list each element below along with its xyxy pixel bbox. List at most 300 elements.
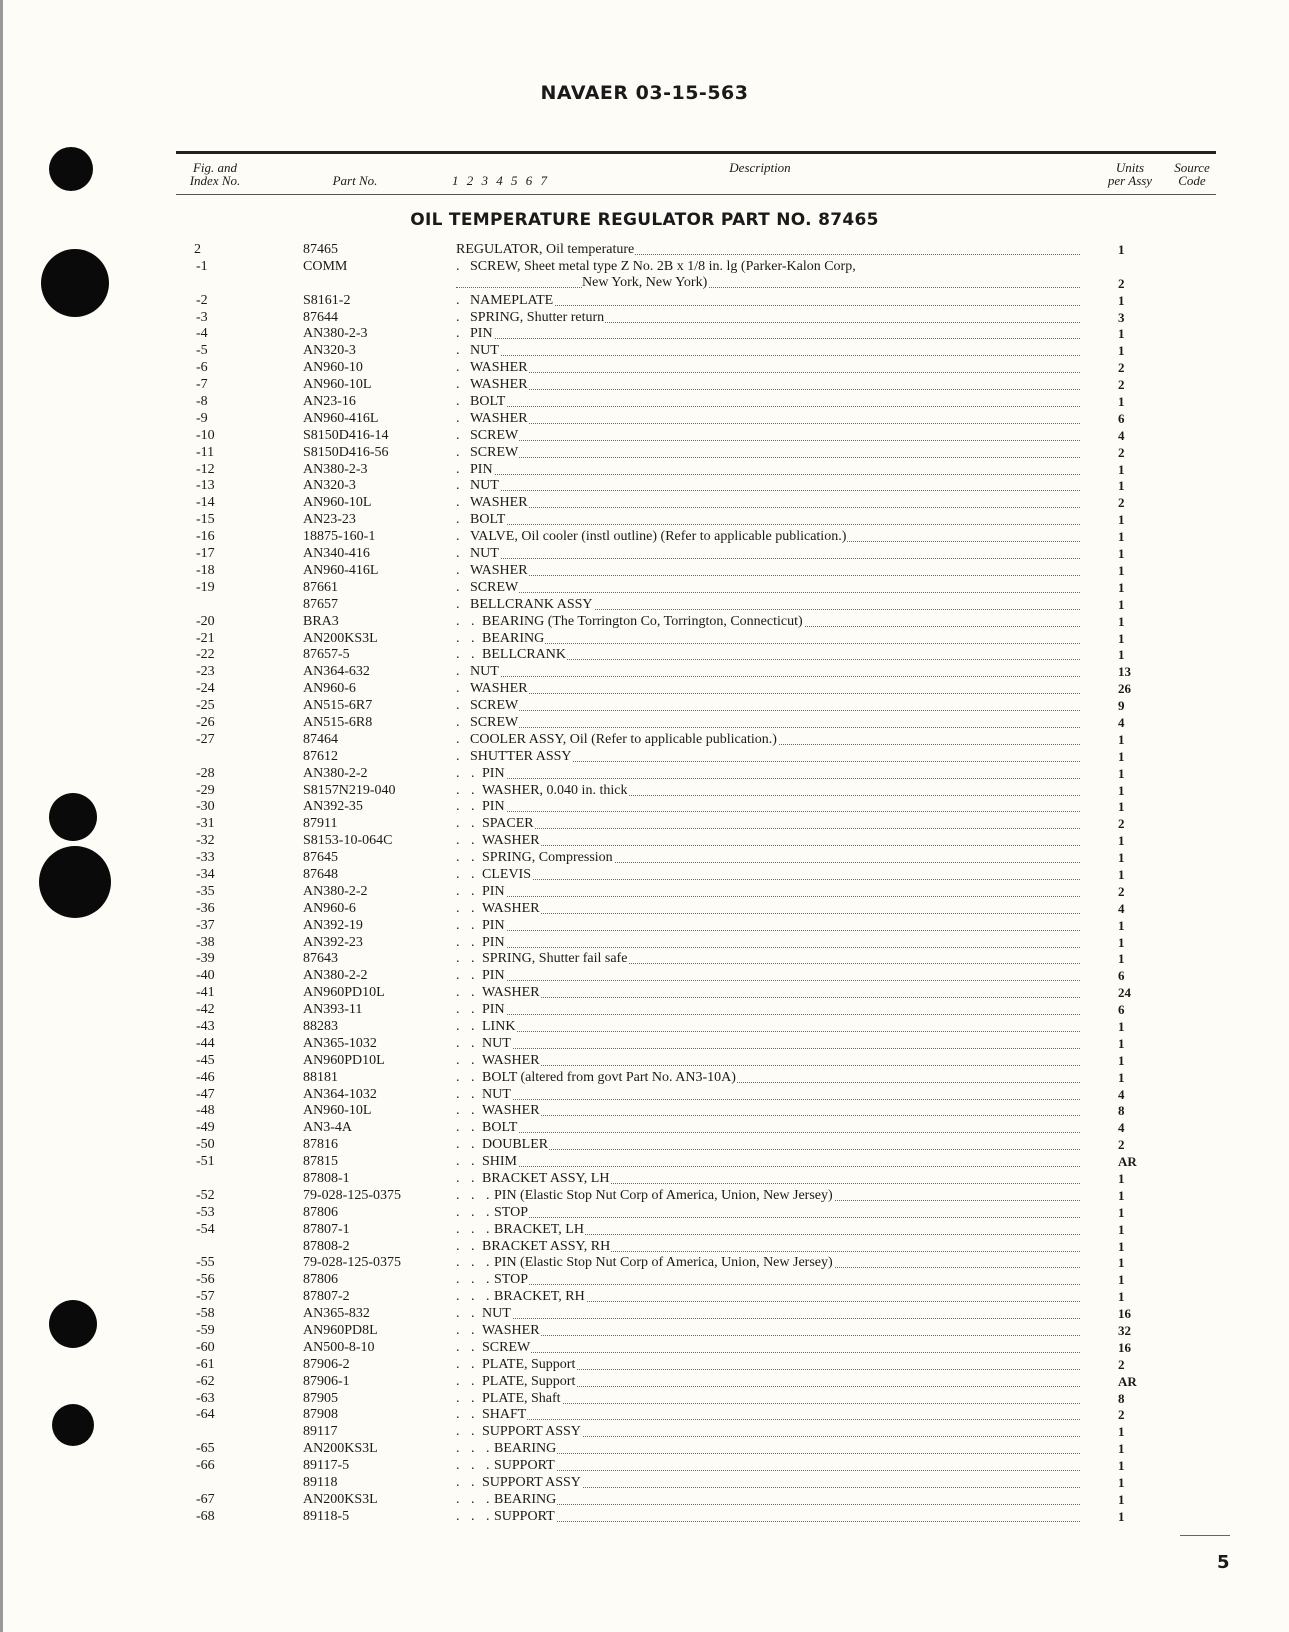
index-number: -48 <box>196 1103 215 1119</box>
index-number: -44 <box>196 1035 215 1051</box>
table-row <box>0 377 1289 394</box>
part-number: AN960PD10L <box>303 1052 385 1068</box>
units-per-assy: 8 <box>1118 1390 1125 1406</box>
index-number: -66 <box>196 1458 215 1474</box>
indent-dots: . . <box>456 951 479 967</box>
description <box>456 1137 1080 1153</box>
part-number: 87657 <box>303 596 338 612</box>
index-number: -37 <box>196 917 215 933</box>
description-text <box>456 850 614 865</box>
index-number: -27 <box>196 731 215 747</box>
description <box>456 850 1080 866</box>
dot-leader <box>456 1115 1080 1116</box>
index-number: -1 <box>196 258 208 274</box>
units-per-assy: 4 <box>1118 1086 1125 1102</box>
description <box>456 394 1080 410</box>
dot-leader <box>456 507 1080 508</box>
description <box>456 766 1080 782</box>
units-per-assy: 6 <box>1118 968 1125 984</box>
dot-leader <box>456 1099 1080 1100</box>
indent-dots: . <box>456 698 464 714</box>
units-per-assy: 1 <box>1118 934 1125 950</box>
header-rule-bottom <box>176 194 1216 195</box>
dot-leader <box>456 913 1080 914</box>
indent-dots: . <box>456 495 464 511</box>
description <box>456 901 1080 917</box>
description-text <box>456 1053 541 1068</box>
units-per-assy: 1 <box>1118 1289 1125 1305</box>
col-header-units-line1: Units <box>1115 160 1145 175</box>
index-number: -17 <box>196 546 215 562</box>
dot-leader <box>456 423 1080 424</box>
footer-rule <box>1180 1535 1230 1536</box>
indent-dots: . . <box>456 900 479 916</box>
indent-dots: . . . <box>456 1289 494 1305</box>
parts-list <box>0 242 1289 1526</box>
description <box>456 1441 1080 1457</box>
description-text <box>456 1154 518 1169</box>
dot-leader <box>456 1048 1080 1049</box>
dot-leader <box>456 710 1080 711</box>
part-number: AN960-10L <box>303 495 372 511</box>
index-number: -33 <box>196 850 215 866</box>
table-row <box>0 411 1289 428</box>
part-number: 87906-2 <box>303 1356 350 1372</box>
description-label: BRACKET, RH <box>494 1289 585 1305</box>
description-label: BEARING <box>494 1491 557 1507</box>
col-header-fig-index <box>180 161 250 187</box>
units-per-assy: 1 <box>1118 562 1125 578</box>
part-number: S8157N219-040 <box>303 782 396 798</box>
dot-leader <box>456 643 1080 644</box>
units-per-assy: 1 <box>1118 242 1125 257</box>
units-per-assy: 2 <box>1118 1356 1125 1372</box>
description-text <box>456 867 532 882</box>
description-text <box>456 597 594 612</box>
table-row <box>0 343 1289 360</box>
units-per-assy: 1 <box>1118 529 1125 545</box>
index-number: -3 <box>196 309 208 325</box>
description <box>456 1188 1080 1204</box>
table-row <box>0 580 1289 597</box>
units-per-assy: AR <box>1118 1373 1137 1389</box>
part-number: AN23-16 <box>303 394 356 410</box>
index-number: -65 <box>196 1441 215 1457</box>
description-label: PIN <box>470 326 493 342</box>
description <box>456 1407 1080 1423</box>
units-per-assy: 1 <box>1118 1069 1125 1085</box>
part-number: AN960-416L <box>303 562 379 578</box>
part-number: AN960-10L <box>303 1103 372 1119</box>
description <box>456 1509 1080 1525</box>
description-label: BELLCRANK ASSY <box>470 596 593 612</box>
description-text <box>456 360 529 375</box>
part-number: AN392-19 <box>303 917 363 933</box>
description <box>456 495 1080 511</box>
description <box>456 1424 1080 1440</box>
description-label: NUT <box>470 478 499 494</box>
index-number: -67 <box>196 1491 215 1507</box>
description <box>456 1272 1080 1288</box>
indent-dots: . <box>456 562 464 578</box>
part-number: AN3-4A <box>303 1120 352 1136</box>
index-number: -54 <box>196 1221 215 1237</box>
description-text <box>456 951 628 966</box>
description <box>456 529 1080 545</box>
description <box>456 884 1080 900</box>
indent-dots: . . . <box>456 1491 494 1507</box>
index-number: -26 <box>196 714 215 730</box>
units-per-assy: 1 <box>1118 343 1125 359</box>
index-number: -23 <box>196 664 215 680</box>
index-number: -60 <box>196 1339 215 1355</box>
description-label: WASHER <box>470 562 528 578</box>
units-per-assy: 1 <box>1118 292 1125 308</box>
indent-dots: . . . <box>456 1221 494 1237</box>
index-number: -50 <box>196 1137 215 1153</box>
index-number: -24 <box>196 681 215 697</box>
description-text <box>456 816 535 831</box>
units-per-assy: 1 <box>1118 512 1125 528</box>
description-label: WASHER <box>470 495 528 511</box>
dot-leader <box>456 490 1080 491</box>
indent-dots: . . . <box>456 1255 494 1271</box>
index-number: -38 <box>196 934 215 950</box>
part-number: AN320-3 <box>303 343 356 359</box>
part-number: AN960PD10L <box>303 985 385 1001</box>
table-row <box>0 951 1289 968</box>
indent-dots: . . <box>456 1171 479 1186</box>
description <box>456 833 1080 849</box>
index-number: 2 <box>194 242 201 257</box>
description-text <box>456 1374 576 1389</box>
description-label: NUT <box>482 1086 511 1102</box>
units-per-assy: 2 <box>1118 1137 1125 1153</box>
table-row <box>0 1205 1289 1222</box>
col-header-part-no <box>320 174 390 187</box>
description <box>456 1492 1080 1508</box>
part-number: 87808-1 <box>303 1171 350 1186</box>
indent-dots: . . <box>456 1052 479 1068</box>
description-text <box>456 631 545 646</box>
description-text <box>456 512 506 527</box>
units-per-assy: 1 <box>1118 647 1125 663</box>
part-number: 88181 <box>303 1069 338 1085</box>
description-text <box>456 1407 527 1422</box>
table-row <box>0 326 1289 343</box>
description <box>456 1053 1080 1069</box>
description <box>456 918 1080 934</box>
units-per-assy: 1 <box>1118 546 1125 562</box>
indent-dots: . . <box>456 799 479 815</box>
table-row <box>0 428 1289 445</box>
indent-dots: . . . <box>456 1272 494 1288</box>
index-number: -25 <box>196 698 215 714</box>
description <box>456 1323 1080 1339</box>
col-header-indent-levels-label: 1 2 3 4 5 6 7 <box>452 173 547 188</box>
dot-leader <box>456 575 1080 576</box>
table-row <box>0 732 1289 749</box>
dot-leader <box>456 1284 1080 1285</box>
description-text <box>456 1070 737 1085</box>
indent-dots: . . <box>456 1154 479 1170</box>
description <box>456 1255 1080 1271</box>
part-number: AN380-2-3 <box>303 461 368 477</box>
part-number: 87661 <box>303 579 338 595</box>
description-text <box>456 698 519 713</box>
indent-dots: . . <box>456 1238 479 1254</box>
description <box>456 445 1080 461</box>
section-title: OIL TEMPERATURE REGULATOR PART NO. 87465 <box>410 210 879 230</box>
table-row <box>0 1475 1289 1492</box>
indent-dots: . <box>456 579 464 595</box>
table-row <box>0 884 1289 901</box>
units-per-assy: 9 <box>1118 698 1125 714</box>
description <box>456 614 1080 630</box>
units-per-assy: 2 <box>1118 816 1125 832</box>
description-text <box>456 749 573 764</box>
dot-leader <box>456 474 1080 475</box>
table-row <box>0 1424 1289 1441</box>
description <box>456 580 1080 596</box>
table-row <box>0 1188 1289 1205</box>
dot-leader <box>456 930 1080 931</box>
dot-leader <box>456 524 1080 525</box>
units-per-assy: 1 <box>1118 731 1125 747</box>
description-label: COOLER ASSY, Oil (Refer to applicable publication.) <box>470 731 777 747</box>
table-row <box>0 1374 1289 1391</box>
indent-dots: . <box>456 394 464 410</box>
units-per-assy: 1 <box>1118 782 1125 798</box>
index-number: -5 <box>196 343 208 359</box>
part-number: AN960PD8L <box>303 1323 378 1339</box>
index-number: -56 <box>196 1272 215 1288</box>
description <box>456 597 1080 613</box>
units-per-assy: 2 <box>1118 377 1125 393</box>
description-label: SCREW <box>482 1339 531 1355</box>
indent-dots: . . <box>456 917 479 933</box>
indent-dots: . . <box>456 1390 479 1406</box>
description-label: SUPPORT ASSY <box>482 1475 581 1491</box>
part-number: AN364-632 <box>303 664 370 680</box>
description-label: BEARING <box>494 1441 557 1457</box>
units-per-assy: 2 <box>1118 275 1125 291</box>
table-row <box>0 1070 1289 1087</box>
description <box>456 563 1080 579</box>
description-text <box>456 1255 834 1270</box>
description-label: NUT <box>470 546 499 562</box>
part-number: AN200KS3L <box>303 1491 378 1507</box>
part-number: 87815 <box>303 1154 338 1170</box>
description <box>456 360 1080 376</box>
dot-leader <box>456 287 1080 288</box>
units-per-assy: 1 <box>1118 748 1125 764</box>
indent-dots: . <box>456 731 464 747</box>
units-per-assy: 1 <box>1118 478 1125 494</box>
part-number: AN200KS3L <box>303 1441 378 1457</box>
description-label: SPRING, Compression <box>482 850 613 866</box>
description-label: BOLT <box>470 394 506 410</box>
description <box>456 1458 1080 1474</box>
part-number: AN380-2-2 <box>303 968 368 984</box>
description-label: WASHER <box>482 833 540 849</box>
units-per-assy: 1 <box>1118 1491 1125 1507</box>
index-number: -68 <box>196 1508 215 1524</box>
units-per-assy: 1 <box>1118 1475 1125 1491</box>
table-row <box>0 495 1289 512</box>
part-number: 87816 <box>303 1137 338 1153</box>
description-text <box>456 1323 541 1338</box>
index-number: -22 <box>196 647 215 663</box>
description <box>456 647 1080 663</box>
description-text <box>456 1103 541 1118</box>
part-number: 87905 <box>303 1390 338 1406</box>
description-text <box>456 1272 529 1287</box>
table-row <box>0 918 1289 935</box>
description <box>456 783 1080 799</box>
indent-dots: . . <box>456 1339 479 1355</box>
description-label: PIN <box>482 883 505 899</box>
description <box>456 664 1080 680</box>
index-number: -32 <box>196 833 215 849</box>
units-per-assy: 1 <box>1118 1272 1125 1288</box>
part-number: 87644 <box>303 309 338 325</box>
table-row <box>0 1357 1289 1374</box>
part-number: S8153-10-064C <box>303 833 393 849</box>
description-text <box>456 901 541 916</box>
indent-dots: . <box>456 461 464 477</box>
indent-dots: . . <box>456 968 479 984</box>
description-label: BEARING <box>482 630 545 646</box>
units-per-assy: 6 <box>1118 410 1125 426</box>
indent-dots: . . . <box>456 1187 494 1203</box>
description-text <box>456 783 628 798</box>
index-number: -28 <box>196 765 215 781</box>
index-number: -16 <box>196 529 215 545</box>
index-number: -57 <box>196 1289 215 1305</box>
table-row <box>0 1407 1289 1424</box>
indent-dots: . . <box>456 1424 479 1440</box>
description <box>456 816 1080 832</box>
description-label: SPACER <box>482 816 534 832</box>
table-row <box>0 799 1289 816</box>
part-number: 87657-5 <box>303 647 350 663</box>
index-number: -34 <box>196 866 215 882</box>
description-text <box>456 293 554 308</box>
table-row <box>0 1323 1289 1340</box>
table-row <box>0 1120 1289 1137</box>
description-label: SHUTTER ASSY <box>470 748 572 764</box>
indent-dots: . <box>456 529 464 545</box>
index-number: -9 <box>196 410 208 426</box>
description-text <box>456 918 506 933</box>
part-number: AN380-2-3 <box>303 326 368 342</box>
part-number: AN365-832 <box>303 1306 370 1322</box>
indent-dots: . <box>456 444 464 460</box>
description-label: PIN <box>470 461 493 477</box>
description-label: PIN <box>482 1002 505 1018</box>
dot-leader <box>456 1149 1080 1150</box>
index-number: -39 <box>196 951 215 967</box>
col-header-units-line2: per Assy <box>1107 173 1153 188</box>
units-per-assy: 1 <box>1118 917 1125 933</box>
units-per-assy: 1 <box>1118 579 1125 595</box>
col-header-fig-index-line1: Fig. and <box>192 160 238 175</box>
part-number: 87808-2 <box>303 1238 350 1254</box>
dot-leader <box>456 592 1080 593</box>
table-row <box>0 1171 1289 1188</box>
index-number: -59 <box>196 1323 215 1339</box>
description <box>456 985 1080 1001</box>
description-text <box>456 445 519 460</box>
table-row <box>0 462 1289 479</box>
page-number: 5 <box>1217 1552 1230 1573</box>
indent-dots: . . . <box>456 1458 494 1474</box>
dot-leader <box>456 879 1080 880</box>
units-per-assy: 32 <box>1118 1323 1131 1339</box>
dot-leader <box>456 1318 1080 1319</box>
indent-dots: . . <box>456 1137 479 1153</box>
description-label: WASHER <box>470 360 528 376</box>
part-number: 87807-1 <box>303 1221 350 1237</box>
description-label: PIN <box>482 799 505 815</box>
description-text <box>456 732 778 747</box>
index-number: -2 <box>196 292 208 308</box>
description-label: NUT <box>470 664 499 680</box>
units-per-assy: 4 <box>1118 427 1125 443</box>
table-row <box>0 563 1289 580</box>
description-label: WASHER <box>482 1052 540 1068</box>
part-number: AN392-35 <box>303 799 363 815</box>
units-per-assy: 1 <box>1118 951 1125 967</box>
description-label: BELLCRANK <box>482 647 566 663</box>
part-number: 87643 <box>303 951 338 967</box>
index-number: -42 <box>196 1002 215 1018</box>
part-number: 87911 <box>303 816 338 832</box>
description-text <box>456 1087 512 1102</box>
table-row <box>0 1002 1289 1019</box>
description-label: CLEVIS <box>482 866 531 882</box>
units-per-assy: 1 <box>1118 799 1125 815</box>
description <box>456 698 1080 714</box>
description-text <box>456 1019 516 1034</box>
description-text <box>456 1458 556 1473</box>
description-label: WASHER, 0.040 in. thick <box>482 782 628 798</box>
index-number: -19 <box>196 579 215 595</box>
description-label: VALVE, Oil cooler (instl outline) (Refer to applicable publication.) <box>470 529 847 545</box>
index-number: -18 <box>196 562 215 578</box>
description <box>456 343 1080 359</box>
description-label: SCREW <box>470 714 519 730</box>
indent-dots: . . <box>456 782 479 798</box>
description-text <box>456 377 529 392</box>
description <box>456 478 1080 494</box>
dot-leader <box>456 896 1080 897</box>
description-label: BOLT (altered from govt Part No. AN3-10A) <box>482 1069 736 1085</box>
description-text <box>456 326 494 341</box>
description-label: SHAFT <box>482 1407 527 1423</box>
part-number: AN380-2-2 <box>303 765 368 781</box>
table-row <box>0 867 1289 884</box>
part-number: S8150D416-14 <box>303 427 389 443</box>
indent-dots: . <box>456 681 464 697</box>
table-row <box>0 597 1289 614</box>
part-number: 87806 <box>303 1204 338 1220</box>
description <box>456 631 1080 647</box>
part-number: AN960-416L <box>303 410 379 426</box>
description-text <box>456 529 847 544</box>
dot-leader <box>456 947 1080 948</box>
